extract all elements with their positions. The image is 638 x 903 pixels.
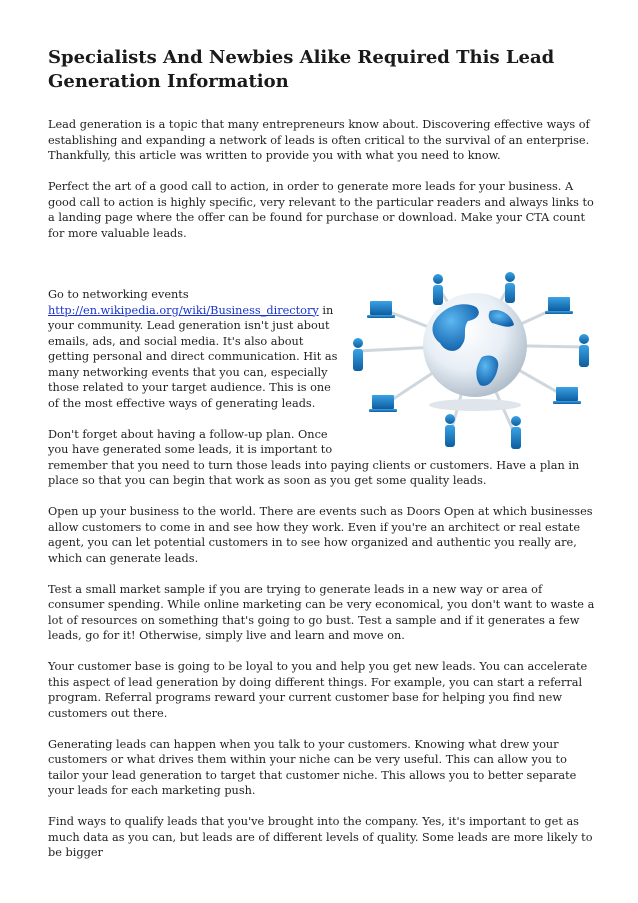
paragraph-test-sample: Test a small market sample if you are trying to generate leads in a new way or area of consumer spending. While online marketing can be very economical, you don't want to waste a lot of resources on something that's going to go bust. Test a sample and if it generates a few leads, go for it! Otherwise, simply live and learn and move on. bbox=[48, 582, 595, 642]
networking-text-before: Go to networking events bbox=[48, 288, 189, 301]
paragraph-intro: Lead generation is a topic that many entrepreneurs know about. Discovering effective ways of establishing and expanding a network of leads is often critical to the survival of an enterprise. Thankfully, this article was written to provide you with what you need to know. bbox=[48, 118, 590, 162]
paragraph-qualify-leads: Find ways to qualify leads that you've brought into the company. Yes, it's important to get as much data as you can, but leads are of different levels of quality. Some leads are more likely to be bigger bbox=[48, 815, 593, 859]
business-directory-link[interactable]: http://en.wikipedia.org/wiki/Business_directory bbox=[48, 303, 319, 317]
paragraph-talk-customers: Generating leads can happen when you talk to your customers. Knowing what drew your customers or what drives them within your niche can be very useful. This can allow you to tailor your lead generation to target that customer niche. This allows you to better separate your leads for each marketing push. bbox=[48, 737, 577, 797]
document-page bbox=[48, 46, 596, 861]
networking-text-after: in your community. Lead generation isn't just about emails, ads, and social media. It's also about getting personal and direct communication. Hit as many networking events that you can, especially those related to your target audience. This is one of the most effective ways of generating leads. bbox=[48, 303, 338, 410]
paragraph-networking bbox=[48, 287, 338, 411]
paragraph-open-business: Open up your business to the world. There are events such as Doors Open at which businesses allow customers to come in and see how they work. Even if you're an architect or real estate agent, you can let potential customers in to see how organized and authentic you really are, which can generate leads. bbox=[48, 505, 593, 565]
globe-network-icon bbox=[340, 267, 602, 451]
followup-text-wide: remember that you need to turn those leads into paying clients or customers. Have a plan in place so that you can begin that work as soon as you get some quality leads. bbox=[48, 458, 580, 487]
followup-text-narrow: Don't forget about having a follow-up plan. Once you have generated some leads, it is important to bbox=[48, 427, 333, 456]
networking-section bbox=[48, 287, 596, 489]
paragraph-cta: Perfect the art of a good call to action, in order to generate more leads for your business. A good call to action is highly specific, very relevant to the particular readers and always links to a landing page where the offer can be found for purchase or download. Make your CTA count for more valuable leads. bbox=[48, 180, 594, 240]
page-title: Specialists And Newbies Alike Required This Lead Generation Information bbox=[48, 47, 555, 92]
paragraph-customer-base: Your customer base is going to be loyal to you and help you get new leads. You can accelerate this aspect of lead generation by doing different things. For example, you can start a referral program. Referral programs reward your current customer base for helping you find new customers out there. bbox=[48, 660, 588, 720]
